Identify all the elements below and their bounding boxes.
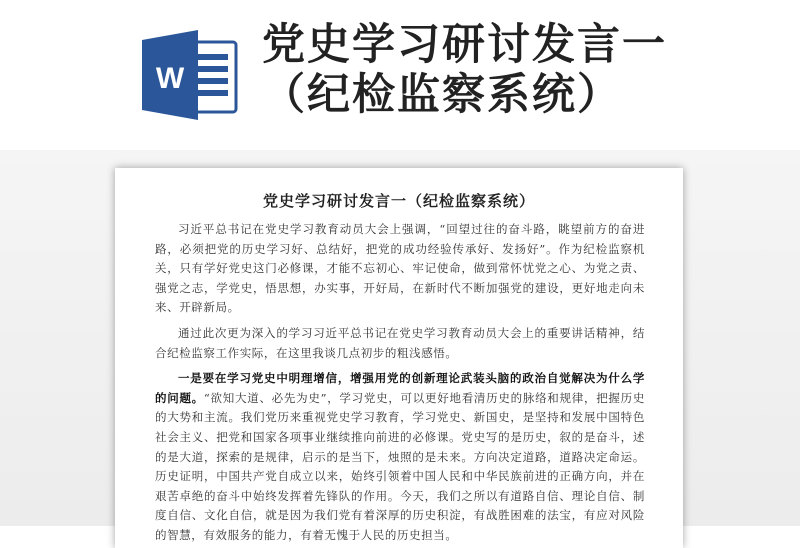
- paragraph-3: [155, 369, 645, 545]
- document-page: [115, 168, 683, 548]
- word-document-icon: [140, 30, 240, 120]
- paragraph-1: 习近平总书记在党史学习教育动员大会上强调，“回望过往的奋斗路，眺望前方的奋进路，必须把党的历史学习好、总结好，把党的成功经验传承好、发扬好”。作为纪检监察机关，只有学好党史这门必修课，才能不忘初心、牢记使命，做到常怀忧党之心、为党之责、强党之志，学党史，悟思想，办实事，开好局，在新时代不断加强党的建设，更好地走向未来、开辟新局。: [155, 222, 645, 315]
- document-body: [155, 220, 645, 548]
- logo-letter: W: [155, 62, 185, 95]
- banner-title-line1: 党史学习研讨发言一: [262, 20, 667, 70]
- banner-title: [262, 20, 782, 120]
- paragraph-3-body: “欲知大道、必先为史”，学习党史，可以更好地看清历史的脉络和规律，把握历史的大势和主流。我们党历来重视党史学习教育，学习党史、新国史，是坚持和发展中国特色社会主义、把党和国家各项事业继续推向前进的必修课。党史写的是历史，叙的是奋斗，述的是大道，探索的是规律，启示的是当下，烛照的是未来。方向决定道路，道路决定命运。历史证明，中国共产党自成立以来，始终引领着中国人民和中华民族前进的正确方向，并在艰苦卓绝的奋斗中始终发挥着先锋队的作用。今天，我们之所以有道路自信、理论自信、制度自信、文化自信，就是因为我们党有着深厚的历史积淀，有战胜困难的法宝，有应对风险的智慧，有效服务的能力，有着无愧于人民的历史担当。: [155, 390, 645, 542]
- banner-title-line2: （纪检监察系统）: [262, 70, 622, 120]
- document-title: 党史学习研讨发言一（纪检监察系统）: [262, 192, 535, 210]
- paragraph-3-heading: 一是要在学习党史中明理增信，增强用党的创新理论武装头脑的政治自觉解决为什么学的问题。: [155, 371, 645, 405]
- banner: [0, 0, 800, 150]
- paragraph-2: 通过此次更为深入的学习习近平总书记在党史学习教育动员大会上的重要讲话精神，结合纪检监察工作实际，在这里我谈几点初步的粗浅感悟。: [155, 325, 645, 360]
